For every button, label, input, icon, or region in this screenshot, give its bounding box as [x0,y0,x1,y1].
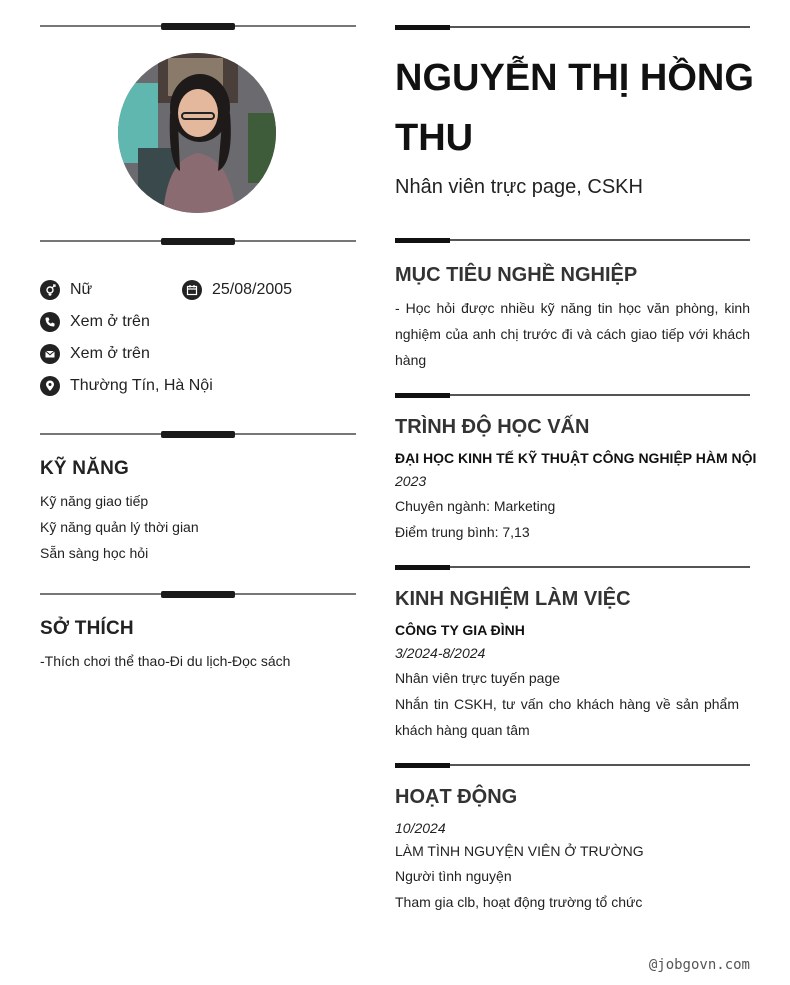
skill-item: Kỹ năng giao tiếp [40,493,149,509]
experience-period: 3/2024-8/2024 [395,645,486,661]
divider-top-right [395,25,750,30]
activities-date: 10/2024 [395,820,446,836]
contact-birthdate [182,279,292,301]
experience-company: CÔNG TY GIA ĐÌNH [395,622,525,638]
gender-value: Nữ [70,281,93,298]
education-major: Chuyên ngành: Marketing [395,498,556,514]
location-pin-icon [40,376,60,396]
birthdate-value: 25/08/2005 [212,281,293,298]
job-title: Nhân viên trực page, CSKH [395,176,643,198]
divider-objective [395,238,750,243]
gender-icon [40,280,60,300]
education-school: ĐẠI HỌC KINH TẾ KỸ THUẬT CÔNG NGHIỆP HÀM NỘI [395,450,757,466]
full-name: NGUYỄN THỊ HỒNG THU [395,57,754,159]
education-gpa: Điểm trung bình: 7,13 [395,524,530,540]
education-year: 2023 [395,473,427,489]
skill-item: Sẵn sàng học hỏi [40,545,149,561]
divider-education [395,393,750,398]
activities-role: Người tình nguyện [395,868,512,884]
divider-experience [395,565,750,570]
watermark: @jobgovn.com [648,957,750,973]
skill-item: Kỹ năng quản lý thời gian [40,519,199,535]
divider-activities [395,763,750,768]
envelope-icon [40,344,60,364]
divider-contact [40,238,356,245]
email-value: Xem ở trên [70,345,150,362]
hobbies-title: SỞ THÍCH [40,618,134,639]
divider-skills [40,431,356,438]
divider-hobbies [40,591,356,598]
skills-title: KỸ NĂNG [40,458,130,479]
objective-title: MỤC TIÊU NGHỀ NGHIỆP [395,264,638,286]
calendar-icon [182,280,202,300]
activities-name: LÀM TÌNH NGUYỆN VIÊN Ở TRƯỜNG [395,843,644,859]
experience-title: KINH NGHIỆM LÀM VIỆC [395,588,631,610]
contact-gender [40,279,92,301]
objective-text: - Học hỏi được nhiều kỹ năng tin học văn phòng, kinh nghiệm của anh chị trước đi và cách giao tiếp với khách hàng [395,300,750,368]
experience-description: Nhắn tin CSKH, tư vấn cho khách hàng về sản phẩm khách hàng quan tâm [395,696,739,738]
phone-value: Xem ở trên [70,313,150,330]
contact-address [40,375,213,397]
contact-phone [40,311,150,333]
education-title: TRÌNH ĐỘ HỌC VẤN [395,416,590,438]
activities-title: HOẠT ĐỘNG [395,786,518,808]
activities-description: Tham gia clb, hoạt động trường tổ chức [395,894,643,910]
hobbies-text: -Thích chơi thể thao-Đi du lịch-Đọc sách [40,653,291,669]
experience-position: Nhân viên trực tuyến page [395,670,561,686]
address-value: Thường Tín, Hà Nội [70,377,213,394]
avatar [118,53,276,213]
phone-icon [40,312,60,332]
contact-email [40,343,150,365]
divider-top-left [40,23,356,30]
